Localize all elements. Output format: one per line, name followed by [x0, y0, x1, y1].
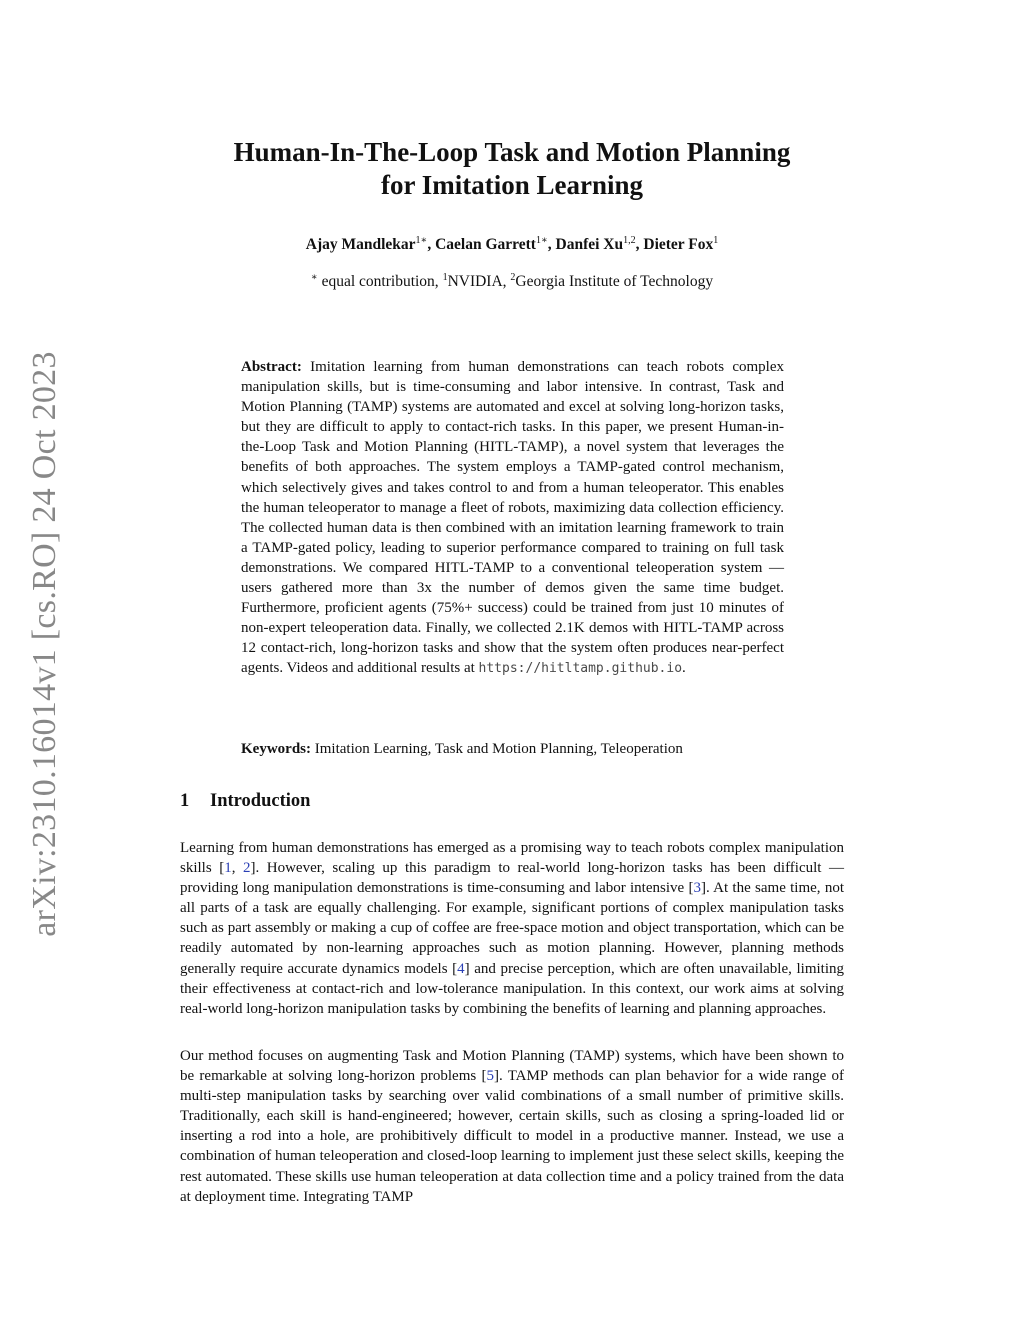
section-title: Introduction	[210, 791, 311, 811]
citation-link[interactable]: 5	[486, 1068, 494, 1085]
author-name: Caelan Garrett	[435, 236, 536, 253]
author-list: Ajay Mandlekar$^{1∗}$, Caelan Garrett$^{1∗}$, Danfei Xu$^{1,2}$, Dieter Fox$^1$	[305, 235, 719, 253]
title-line-1: Human-In-The-Loop Task and Motion Planning	[233, 137, 791, 167]
citation-link[interactable]: 3	[693, 880, 701, 897]
affiliation-nvidia: NVIDIA,	[447, 273, 511, 290]
author-name: Ajay Mandlekar	[305, 236, 416, 253]
citation-link[interactable]: 2	[242, 860, 251, 877]
paragraph-text: Learning from human demonstrations has emerged as a promising way to teach robots complex manipulation skills [	[180, 840, 844, 877]
paragraph-text: Our method focuses on augmenting Task and Motion Planning (TAMP) systems, which have been shown to be remarkable at solving long-horizon problems [	[180, 1048, 844, 1085]
citation-link[interactable]: 1	[224, 860, 232, 877]
abstract-end: .	[682, 660, 686, 677]
paragraph-text: ]. At the same time, not all parts of a task are equally challenging. For example, significant portions of complex manipulation tasks such as part assembly or making a cup of coffee are free-space motion and object transportation, which can be readily automated by non-learning approaches such as motion planning. However, planning methods generally require accurate dynamics models [	[180, 880, 844, 977]
abstract-label: Abstract:	[241, 359, 302, 375]
equal-contribution-mark: ∗	[310, 272, 318, 283]
affiliation-mark: 1	[442, 272, 448, 283]
paper-title	[0, 136, 1024, 202]
affiliation-mark: 2	[510, 272, 516, 283]
keywords-label: Keywords:	[241, 741, 311, 757]
abstract	[241, 357, 784, 680]
paragraph-text: ] and precise perception, which are often unavailable, limiting their effectiveness at contact-rich and low-tolerance manipulation. In this context, our work aims at solving real-world long-horizon manipulation tasks by combining the benefits of learning and planning approaches.	[180, 960, 844, 1017]
keywords	[241, 739, 784, 759]
project-url-link[interactable]: https://hitltamp.github.io	[478, 661, 683, 677]
author-affiliation-mark: 1	[713, 235, 719, 246]
intro-paragraph-1	[180, 838, 844, 1019]
author-affiliation-mark: 1∗	[415, 235, 428, 246]
author-name: Dieter Fox	[643, 236, 714, 253]
affiliation-gatech: Georgia Institute of Technology	[515, 273, 714, 290]
keywords-text: Imitation Learning, Task and Motion Planning, Teleoperation	[311, 741, 683, 757]
section-number: 1	[180, 791, 190, 811]
title-line-2: for Imitation Learning	[381, 170, 643, 200]
author-affiliation-mark: 1,2	[623, 235, 636, 246]
paragraph-text: ]. TAMP methods can plan behavior for a wide range of multi-step manipulation tasks by searching over valid combinations of a small number of primitive skills. Traditionally, each skill is hand-engineered; however, certain skills, such as closing a spring-loaded lid or inserting a rod into a hole, are prohibitively difficult to model in a productive manner. Instead, we use a combination of human teleoperation and closed-loop learning to implement just these select skills, keeping the rest automated. These skills use human teleoperation at data collection time and a policy trained from the data at deployment time. Integrating TAMP	[180, 1068, 844, 1205]
author-affiliation-mark: 1∗	[535, 235, 548, 246]
abstract-text: Imitation learning from human demonstrations can teach robots complex manipulation skills, but is time-consuming and labor intensive. In contrast, Task and Motion Planning (TAMP) systems are automated and excel at solving long-horizon tasks, but they are difficult to apply to contact-rich tasks. In this paper, we present Human-in-the-Loop Task and Motion Planning (HITL-TAMP), a novel system that leverages the benefits of both approaches. The system employs a TAMP-gated control mechanism, which selectively gives and takes control to and from a human teleoperator. This enables the human teleoperator to manage a fleet of robots, maximizing data collection efficiency. The collected human data is then combined with an imitation learning framework to train a TAMP-gated policy, leading to superior performance compared to training on full task demonstrations. We compared HITL-TAMP to a conventional teleoperation system — users gathered more than 3x the number of demos given the same time budget. Furthermore, proficient agents (75%+ success) could be trained from just 10 minutes of non-expert teleoperation data. Finally, we collected 2.1K demos with HITL-TAMP across 12 contact-rich, long-horizon tasks and show that the system often produces near-perfect agents. Videos and additional results at	[241, 359, 784, 677]
author-name: Danfei Xu	[555, 236, 624, 253]
citation-link[interactable]: 4	[457, 960, 465, 977]
equal-contribution-note: equal contribution,	[317, 273, 443, 290]
arxiv-identifier: arXiv:2310.16014v1 [cs.RO] 24 Oct 2023	[26, 351, 63, 937]
paragraph-text: ,	[231, 860, 243, 877]
section-heading	[180, 791, 310, 812]
intro-paragraph-2	[180, 1046, 844, 1207]
paragraph-text: ]. However, scaling up this paradigm to real-world long-horizon tasks has been difficult — providing long manipulation demonstrations is time-consuming and labor intensive [	[180, 860, 844, 897]
affiliations	[0, 273, 1024, 291]
